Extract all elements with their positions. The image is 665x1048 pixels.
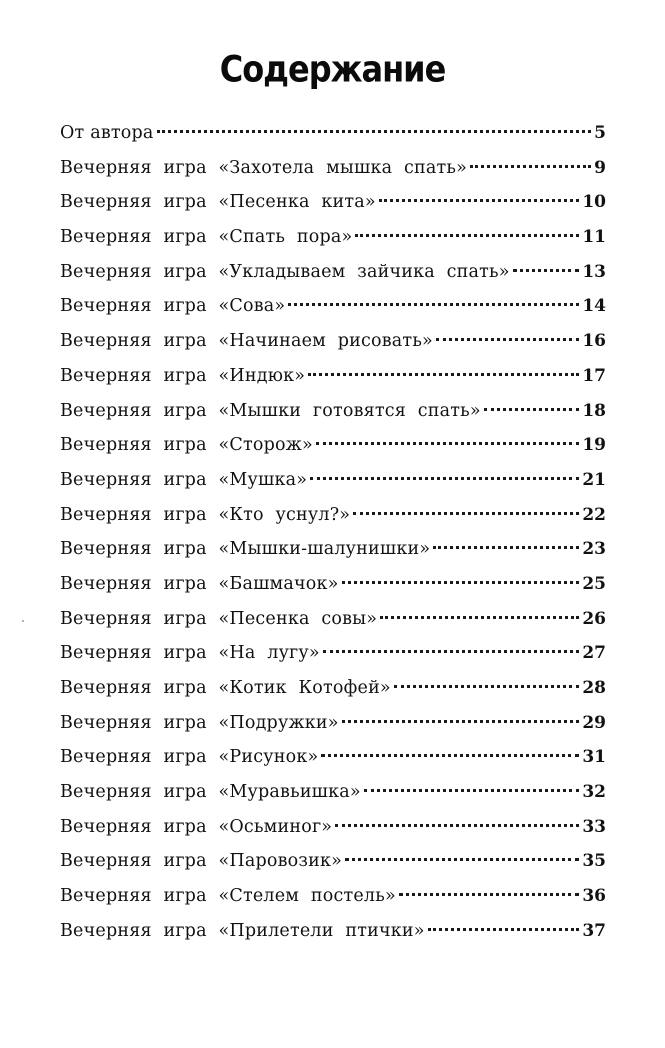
toc-entry-text: Вечерняя игра «Мышки готовятся спать» xyxy=(60,400,481,421)
dot-leader xyxy=(288,301,579,306)
toc-entry xyxy=(60,255,606,290)
toc-page-number: 33 xyxy=(582,816,606,837)
toc-entry-text: Вечерняя игра «Стелем постель» xyxy=(60,886,396,907)
toc-page-number: 21 xyxy=(582,469,606,490)
toc-page-number: 16 xyxy=(582,331,606,352)
toc-entry-text: Вечерняя игра «Башмачок» xyxy=(60,573,339,594)
toc-page-number: 25 xyxy=(582,573,606,594)
toc-entry xyxy=(60,463,606,498)
dot-leader xyxy=(428,926,580,931)
toc-entry xyxy=(60,706,606,741)
toc-page-number: 31 xyxy=(582,747,606,768)
toc-page-number: 29 xyxy=(582,712,606,733)
dot-leader xyxy=(379,197,580,202)
toc-entry xyxy=(60,428,606,463)
toc-entry xyxy=(60,602,606,637)
toc-entry xyxy=(60,844,606,879)
toc-entry-text: Вечерняя игра «Песенка совы» xyxy=(60,608,378,629)
toc-entry-text: Вечерняя игра «Осьминог» xyxy=(60,816,333,837)
toc-entry xyxy=(60,567,606,602)
toc-page-number: 26 xyxy=(582,608,606,629)
toc-entry-text: Вечерняя игра «Сова» xyxy=(60,296,286,317)
page-title: Содержание xyxy=(219,47,446,91)
toc-entry xyxy=(60,185,606,220)
dot-leader xyxy=(436,336,579,341)
dot-leader xyxy=(353,510,579,515)
toc-entry xyxy=(60,289,606,324)
toc-entry xyxy=(60,116,606,151)
toc-entry xyxy=(60,394,606,429)
toc-page-number: 17 xyxy=(582,365,606,386)
toc-entry xyxy=(60,810,606,845)
toc-entry-text: Вечерняя игра «Сторож» xyxy=(60,435,313,456)
toc-entry-text: Вечерняя игра «Мышки-шалунишки» xyxy=(60,539,431,560)
toc-entry-text: Вечерняя игра «Прилетели птички» xyxy=(60,920,425,941)
toc-entry-text: Вечерняя игра «Муравьишка» xyxy=(60,782,361,803)
toc-entry xyxy=(60,740,606,775)
toc-page-number: 13 xyxy=(582,261,606,282)
dot-leader xyxy=(308,371,579,376)
dot-leader xyxy=(484,406,580,411)
toc-page-number: 10 xyxy=(582,192,606,213)
toc-page-number: 28 xyxy=(582,678,606,698)
toc-entry-text: Вечерняя игра «Кто уснул?» xyxy=(60,504,351,525)
toc-entry-text: Вечерняя игра «Подружки» xyxy=(60,712,339,733)
dot-leader xyxy=(364,787,579,792)
toc-entry xyxy=(60,636,606,671)
toc-page-number: 36 xyxy=(582,886,606,907)
toc-page-number: 22 xyxy=(582,504,606,525)
dot-leader xyxy=(355,232,579,237)
dot-leader xyxy=(321,752,579,757)
dot-leader xyxy=(157,128,592,133)
toc-entry xyxy=(60,220,606,255)
toc-entry-text: Вечерняя игра «Спать пора» xyxy=(60,227,353,248)
toc-entry xyxy=(60,151,606,186)
toc-entry-text: Вечерняя игра «Мушка» xyxy=(60,469,308,490)
toc-entry-text: Вечерняя игра «Начинаем рисовать» xyxy=(60,331,433,352)
toc-entry-text: От автора xyxy=(60,123,154,143)
toc-page-number: 35 xyxy=(582,851,606,872)
dot-leader xyxy=(380,614,579,619)
dot-leader xyxy=(342,579,580,584)
dot-leader xyxy=(342,718,580,723)
toc-page-number: 23 xyxy=(582,539,606,560)
dot-leader xyxy=(513,267,580,272)
dot-leader xyxy=(335,822,579,827)
scan-speck xyxy=(22,620,24,622)
toc-page-number: 14 xyxy=(582,296,606,317)
toc-entry-text: Вечерняя игра «Котик Котофей» xyxy=(60,678,391,698)
toc-entry xyxy=(60,879,606,914)
toc-page-number: 32 xyxy=(582,782,606,803)
toc-entry-text: Вечерняя игра «Паровозик» xyxy=(60,851,343,872)
toc-page-number: 11 xyxy=(582,227,606,248)
toc-entry xyxy=(60,775,606,810)
toc-entry-text: Вечерняя игра «Рисунок» xyxy=(60,747,319,768)
dot-leader xyxy=(394,683,579,688)
dot-leader xyxy=(316,440,579,445)
toc-entry-text: Вечерняя игра «Захотела мышка спать» xyxy=(60,157,468,178)
toc-entry-text: Вечерняя игра «Укладываем зайчика спать» xyxy=(60,261,510,282)
dot-leader xyxy=(345,856,579,861)
dot-leader xyxy=(323,648,579,653)
dot-leader xyxy=(310,475,579,480)
dot-leader xyxy=(399,891,579,896)
toc-entry-text: Вечерняя игра «Индюк» xyxy=(60,365,306,386)
toc-entry xyxy=(60,914,606,949)
toc-entry xyxy=(60,359,606,394)
toc-page-number: 9 xyxy=(594,157,606,178)
toc-entry-text: Вечерняя игра «Песенка кита» xyxy=(60,192,376,213)
dot-leader xyxy=(433,544,579,549)
toc-entry xyxy=(60,498,606,533)
toc-entry xyxy=(60,671,606,706)
toc-page-number: 37 xyxy=(582,920,606,941)
toc-entry-text: Вечерняя игра «На лугу» xyxy=(60,643,320,664)
toc-page-number: 27 xyxy=(582,643,606,664)
toc-page-number: 18 xyxy=(582,400,606,421)
table-of-contents xyxy=(60,116,606,949)
toc-page-number: 5 xyxy=(594,123,606,143)
dot-leader xyxy=(470,163,591,168)
toc-page-number: 19 xyxy=(582,435,606,456)
toc-entry xyxy=(60,532,606,567)
toc-entry xyxy=(60,324,606,359)
